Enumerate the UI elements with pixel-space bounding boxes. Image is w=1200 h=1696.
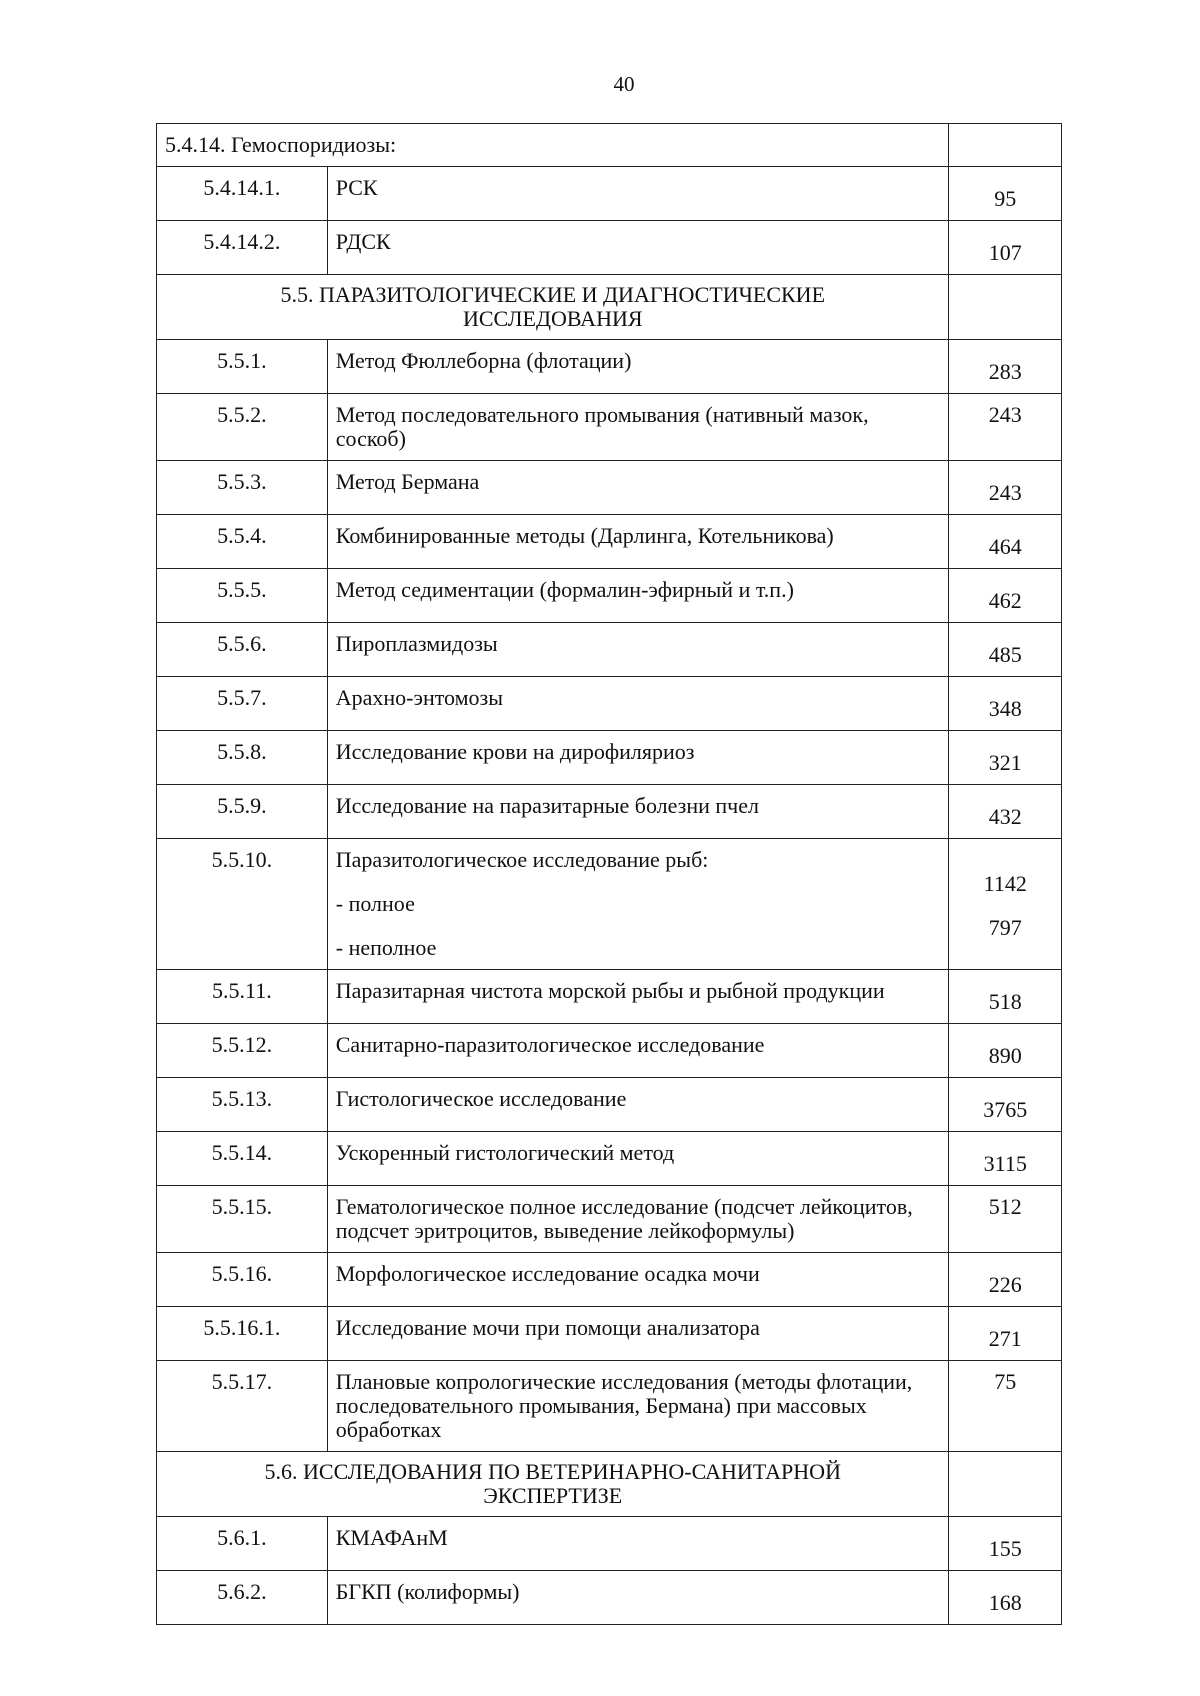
price-cell: 75 (949, 1361, 1062, 1452)
item-name: Морфологическое исследование осадка мочи (327, 1253, 949, 1307)
item-name: Арахно-энтомозы (327, 677, 949, 731)
table-row (157, 731, 1062, 785)
item-name: Гистологическое исследование (327, 1078, 949, 1132)
table-row (157, 1132, 1062, 1186)
price-cell: 890 (949, 1024, 1062, 1078)
table-row (157, 124, 1062, 167)
item-code: 5.5.6. (157, 623, 328, 677)
item-name: Метод Бермана (327, 461, 949, 515)
price-cell (949, 1452, 1062, 1517)
sub-item-price: 1142 (983, 871, 1027, 896)
table-row (157, 221, 1062, 275)
item-name: БГКП (колиформы) (327, 1571, 949, 1625)
price-cell: 3765 (949, 1078, 1062, 1132)
table-row (157, 1361, 1062, 1452)
section-title: 5.6. ИССЛЕДОВАНИЯ ПО ВЕТЕРИНАРНО-САНИТАРНОЙ ЭКСПЕРТИЗЕ (157, 1452, 949, 1517)
table-row (157, 970, 1062, 1024)
item-code: 5.4.14.2. (157, 221, 328, 275)
price-cell: 283 (949, 340, 1062, 394)
item-code: 5.5.16. (157, 1253, 328, 1307)
item-code: 5.5.10. (157, 839, 328, 970)
item-code: 5.4.14.1. (157, 167, 328, 221)
item-code: 5.5.11. (157, 970, 328, 1024)
sub-item-name: - неполное (335, 935, 437, 960)
table-row (157, 167, 1062, 221)
item-code: 5.5.15. (157, 1186, 328, 1253)
group-title: 5.4.14. Гемоспоридиозы: (157, 124, 949, 167)
table-row (157, 1253, 1062, 1307)
sub-item-name: - полное (335, 891, 415, 916)
item-code: 5.5.9. (157, 785, 328, 839)
price-cell: 155 (949, 1517, 1062, 1571)
section-title: 5.5. ПАРАЗИТОЛОГИЧЕСКИЕ И ДИАГНОСТИЧЕСКИЕ ИССЛЕДОВАНИЯ (157, 275, 949, 340)
item-name-text: Паразитологическое исследование рыб: (335, 847, 709, 872)
table-row (157, 1307, 1062, 1361)
item-name: Плановые копрологические исследования (методы флотации, последовательного промывания, Бермана) при массовых обработках (327, 1361, 949, 1452)
sub-item-price: 797 (988, 915, 1022, 940)
item-name (327, 839, 949, 970)
price-cell: 462 (949, 569, 1062, 623)
item-name: Метод последовательного промывания (нативный мазок, соскоб) (327, 394, 949, 461)
table-row (157, 340, 1062, 394)
table-row (157, 839, 1062, 970)
item-code: 5.5.1. (157, 340, 328, 394)
item-name: Исследование крови на дирофиляриоз (327, 731, 949, 785)
price-cell: 321 (949, 731, 1062, 785)
item-code: 5.5.12. (157, 1024, 328, 1078)
price-cell: 226 (949, 1253, 1062, 1307)
item-code: 5.5.17. (157, 1361, 328, 1452)
item-name: КМАФАнМ (327, 1517, 949, 1571)
item-name: Комбинированные методы (Дарлинга, Котельникова) (327, 515, 949, 569)
item-name: Санитарно-паразитологическое исследование (327, 1024, 949, 1078)
price-cell: 464 (949, 515, 1062, 569)
item-name: Метод Фюллеборна (флотации) (327, 340, 949, 394)
price-table (156, 123, 1062, 1625)
price-cell (949, 275, 1062, 340)
price-cell: 485 (949, 623, 1062, 677)
price-cell: 348 (949, 677, 1062, 731)
price-cell (949, 124, 1062, 167)
item-code: 5.5.4. (157, 515, 328, 569)
item-name: Паразитарная чистота морской рыбы и рыбной продукции (327, 970, 949, 1024)
price-cell: 243 (949, 394, 1062, 461)
price-cell: 107 (949, 221, 1062, 275)
item-name: Исследование мочи при помощи анализатора (327, 1307, 949, 1361)
table-row (157, 1452, 1062, 1517)
item-code: 5.6.1. (157, 1517, 328, 1571)
price-cell: 168 (949, 1571, 1062, 1625)
item-name: Метод седиментации (формалин-эфирный и т.п.) (327, 569, 949, 623)
item-code: 5.5.5. (157, 569, 328, 623)
price-cell: 3115 (949, 1132, 1062, 1186)
item-name: РДСК (327, 221, 949, 275)
item-code: 5.5.3. (157, 461, 328, 515)
item-name: Исследование на паразитарные болезни пчел (327, 785, 949, 839)
table-body (157, 124, 1062, 1625)
price-cell: 243 (949, 461, 1062, 515)
item-name: Ускоренный гистологический метод (327, 1132, 949, 1186)
item-code: 5.6.2. (157, 1571, 328, 1625)
price-spacer (957, 848, 1053, 872)
table-row (157, 1186, 1062, 1253)
table-row (157, 1024, 1062, 1078)
table-row (157, 275, 1062, 340)
table-row (157, 569, 1062, 623)
page-number: 40 (613, 72, 635, 96)
item-code: 5.5.7. (157, 677, 328, 731)
table-row (157, 461, 1062, 515)
price-cell: 518 (949, 970, 1062, 1024)
table-row (157, 394, 1062, 461)
item-code: 5.5.13. (157, 1078, 328, 1132)
table-row (157, 785, 1062, 839)
price-cell: 271 (949, 1307, 1062, 1361)
item-code: 5.5.14. (157, 1132, 328, 1186)
table-row (157, 1517, 1062, 1571)
item-code: 5.5.2. (157, 394, 328, 461)
price-cell: 432 (949, 785, 1062, 839)
table-row (157, 1078, 1062, 1132)
item-name: РСК (327, 167, 949, 221)
table-row (157, 515, 1062, 569)
price-cell: 512 (949, 1186, 1062, 1253)
item-name: Гематологическое полное исследование (подсчет лейкоцитов, подсчет эритроцитов, выведение лейкоформулы) (327, 1186, 949, 1253)
table-row (157, 1571, 1062, 1625)
item-code: 5.5.8. (157, 731, 328, 785)
price-cell (949, 839, 1062, 970)
table-row (157, 677, 1062, 731)
item-name: Пироплазмидозы (327, 623, 949, 677)
item-code: 5.5.16.1. (157, 1307, 328, 1361)
price-cell: 95 (949, 167, 1062, 221)
table-row (157, 623, 1062, 677)
